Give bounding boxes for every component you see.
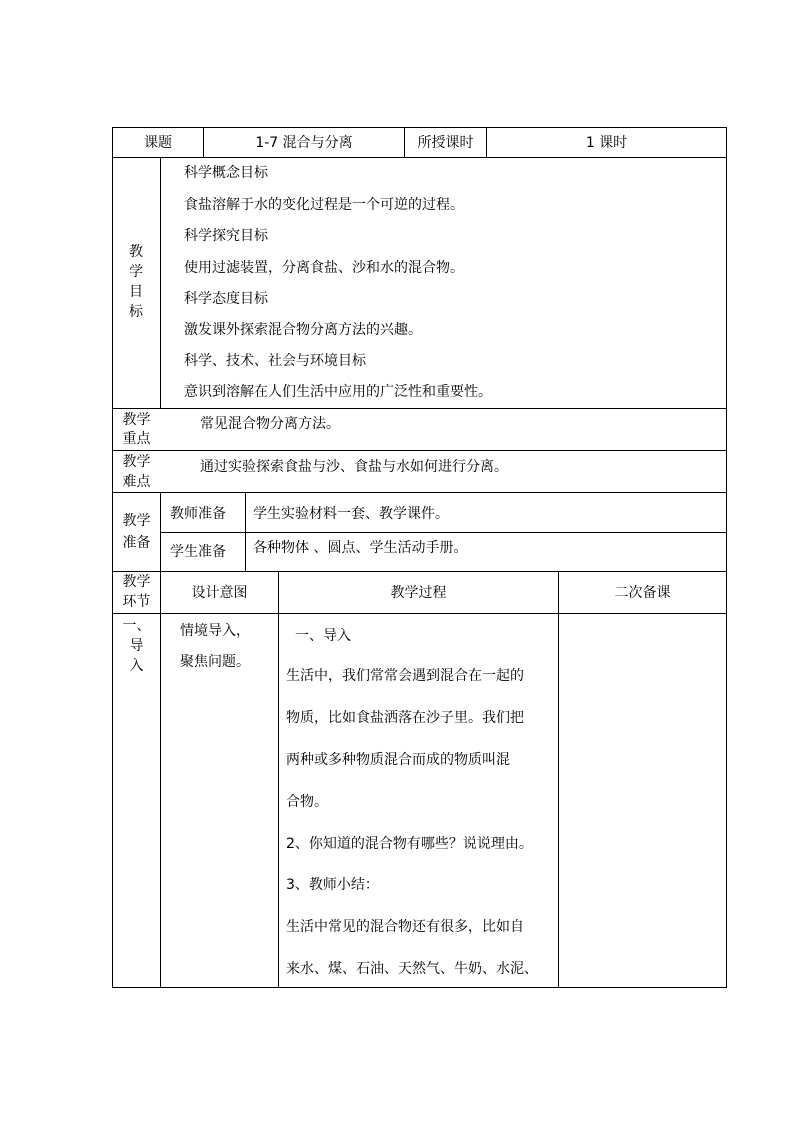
difficulties-label-a: 教学 [122,454,151,470]
key-points-label-b: 重点 [122,431,151,447]
table-divider-v [278,571,279,988]
table-border-bottom [112,987,727,988]
intro-design-b: 聚焦问题。 [180,654,250,670]
intro-label-b: 导 [129,638,144,654]
table-border-left [112,127,113,988]
table-divider [112,613,727,614]
objective-line: 科学探究目标 [184,228,268,244]
table-divider-v [160,571,161,988]
table-divider [112,157,727,158]
intro-process-line: 生活中常见的混合物还有很多，比如自 [286,919,524,935]
objective-line: 科学、技术、社会与环境目标 [184,353,366,369]
table-divider [112,571,727,572]
key-points-text: 常见混合物分离方法。 [200,416,340,432]
topic-label: 课题 [144,135,172,151]
intro-process-line: 合物。 [286,794,328,810]
hours-value: 1 课时 [585,135,628,151]
table-divider-v [558,571,559,988]
student-prep-text: 各种物体 、圆点、学生活动手册。 [253,540,468,556]
intro-process-line: 来水、煤、石油、天然气、牛奶、水泥、 [286,961,538,977]
process-header-label-a: 教学 [122,574,151,590]
intro-process-line: 2、你知道的混合物有哪些？说说理由。 [286,836,533,852]
difficulties-text: 通过实验探索食盐与沙、食盐与水如何进行分离。 [200,459,508,475]
objective-line: 意识到溶解在人们生活中应用的广泛性和重要性。 [184,384,492,400]
objective-line: 使用过滤装置，分离食盐、沙和水的混合物。 [184,260,464,276]
key-points-label-a: 教学 [122,412,151,428]
topic-value: 1-7 混合与分离 [255,135,353,151]
intro-process-line: 生活中，我们常常会遇到混合在一起的 [286,668,524,684]
objective-line: 激发课外探索混合物分离方法的兴趣。 [184,322,422,338]
table-divider-v [160,492,161,572]
teacher-prep-label: 教师准备 [170,506,226,522]
table-border-right [726,127,727,988]
design-intent-header: 设计意图 [191,585,248,601]
intro-process-line: 一、导入 [295,628,351,644]
intro-label-c: 入 [129,658,144,674]
objective-line: 科学态度目标 [184,291,268,307]
hours-label: 所授课时 [417,135,474,151]
preparation-label-b: 准备 [122,535,151,551]
objectives-label: 教学目标 [129,244,143,320]
table-border-top [112,127,727,128]
intro-process-line: 3、教师小结： [286,877,379,893]
table-divider-v [160,157,161,409]
difficulties-label-b: 难点 [122,474,151,490]
student-prep-label: 学生准备 [170,544,226,560]
second-prep-header: 二次备课 [614,585,671,601]
intro-label-a: 一、 [122,618,151,634]
intro-process-line: 两种或多种物质混合而成的物质叫混 [286,752,510,768]
intro-design-a: 情境导入， [180,623,250,639]
table-divider [112,492,727,493]
teaching-process-header: 教学过程 [390,585,447,601]
teacher-prep-text: 学生实验材料一套、教学课件。 [253,506,449,522]
intro-process-line: 物质，比如食盐洒落在沙子里。我们把 [286,710,524,726]
process-header-label-b: 环节 [122,594,151,610]
objective-line: 科学概念目标 [184,165,268,181]
table-divider-v [245,492,246,572]
preparation-label-a: 教学 [122,513,151,529]
table-divider [112,450,727,451]
table-divider [112,408,727,409]
objective-line: 食盐溶解于水的变化过程是一个可逆的过程。 [184,197,464,213]
